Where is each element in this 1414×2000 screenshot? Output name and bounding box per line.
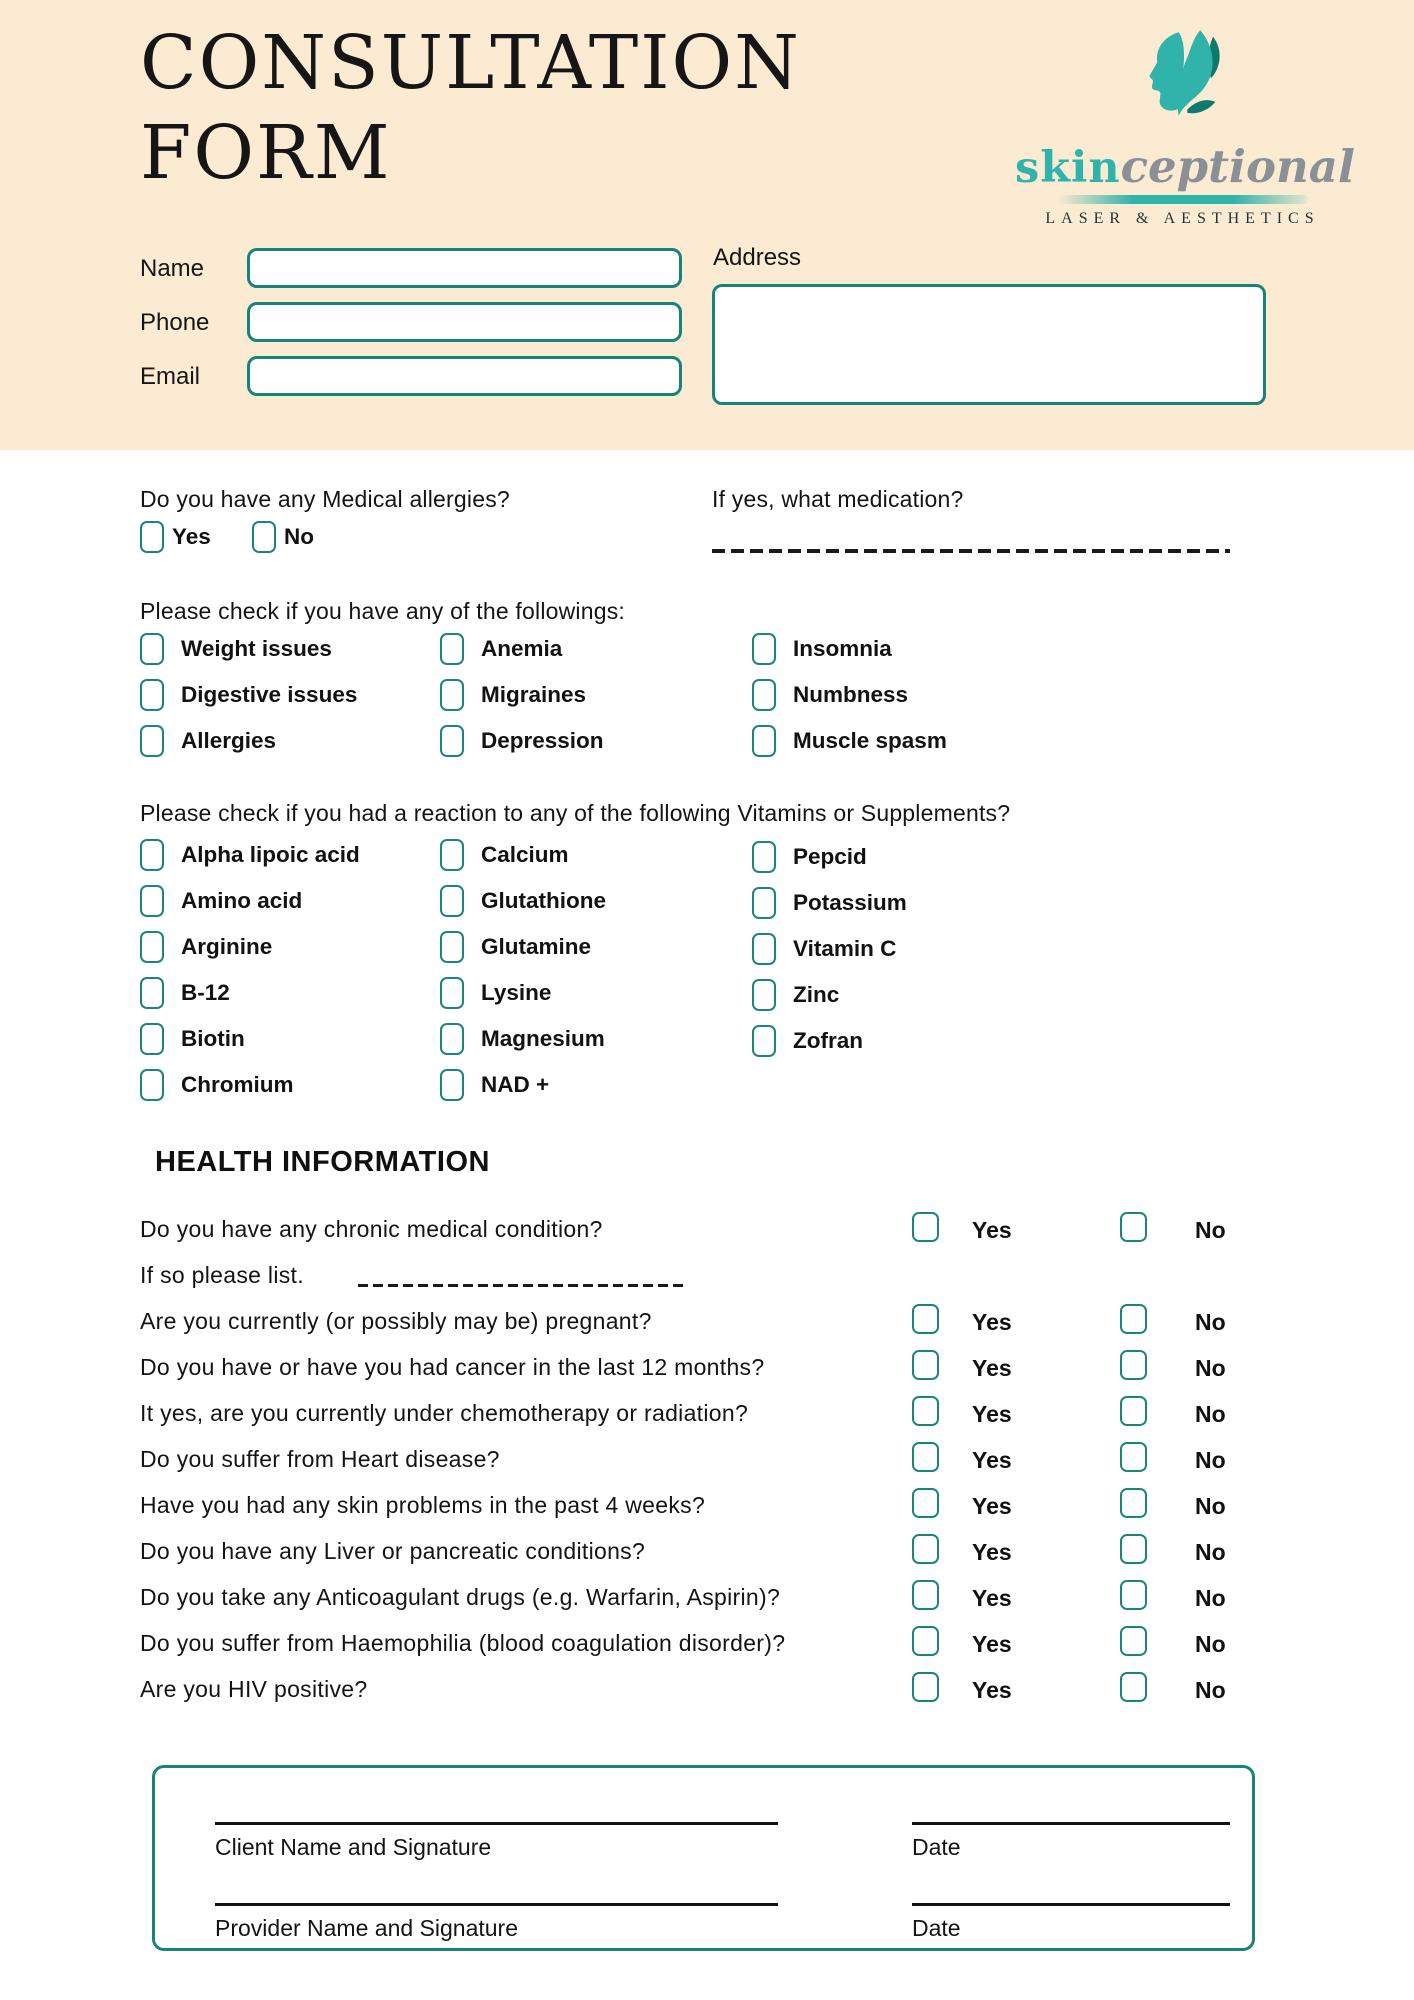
name-label: Name: [140, 255, 205, 282]
no-label: No: [1195, 1447, 1226, 1473]
client-signature-label: Client Name and Signature: [215, 1834, 492, 1860]
checkbox[interactable]: [752, 1025, 776, 1057]
condition-item[interactable]: [140, 724, 357, 758]
checkbox-label: Weight issues: [181, 636, 332, 661]
condition-item[interactable]: [140, 632, 357, 666]
no-checkbox[interactable]: [1120, 1488, 1147, 1518]
no-label: No: [1195, 1217, 1226, 1243]
health-question-row: [140, 1442, 1374, 1480]
health-question-row: [140, 1304, 1374, 1342]
brand-divider-bar: [1058, 195, 1308, 204]
checkbox[interactable]: [140, 521, 164, 553]
supplement-item[interactable]: [752, 840, 907, 874]
supplement-item[interactable]: [140, 930, 360, 964]
checkbox[interactable]: [752, 725, 776, 757]
no-checkbox[interactable]: [1120, 1626, 1147, 1656]
yes-checkbox[interactable]: [912, 1672, 939, 1702]
health-question: Have you had any skin problems in the past 4 weeks?: [140, 1492, 706, 1518]
brand-name: [1015, 140, 1355, 193]
condition-item[interactable]: [752, 678, 947, 712]
yes-checkbox[interactable]: [912, 1488, 939, 1518]
supplements-column-3: [752, 840, 907, 1058]
no-label: No: [1195, 1401, 1226, 1427]
health-question: Do you have any Liver or pancreatic conditions?: [140, 1538, 646, 1564]
health-question: Do you have any chronic medical condition?: [140, 1216, 603, 1242]
provider-date-line[interactable]: [912, 1903, 1230, 1906]
condition-item[interactable]: [140, 678, 357, 712]
supplement-item[interactable]: [140, 976, 360, 1010]
health-question-row: [140, 1626, 1374, 1664]
address-label: Address: [713, 244, 802, 271]
health-question-row: [140, 1258, 1374, 1296]
health-question: Are you currently (or possibly may be) pregnant?: [140, 1308, 652, 1334]
email-label: Email: [140, 363, 201, 390]
no-label: No: [1195, 1493, 1226, 1519]
name-input[interactable]: [247, 248, 682, 288]
checkbox-label: Calcium: [481, 842, 569, 867]
checkbox-label: Magnesium: [481, 1026, 605, 1051]
yes-label: Yes: [972, 1447, 1012, 1473]
no-checkbox[interactable]: [1120, 1672, 1147, 1702]
allergies-no-item[interactable]: [252, 520, 314, 554]
yes-checkbox[interactable]: [912, 1304, 939, 1334]
checkbox-label: Arginine: [181, 934, 273, 959]
supplement-item[interactable]: [140, 884, 360, 918]
phone-label: Phone: [140, 309, 210, 336]
client-signature-line[interactable]: [215, 1822, 778, 1825]
checkbox-label: Digestive issues: [181, 682, 358, 707]
no-label: No: [1195, 1677, 1226, 1703]
health-question-row: [140, 1534, 1374, 1572]
conditions-column-2: [440, 632, 604, 758]
checkbox[interactable]: [752, 887, 776, 919]
checkbox[interactable]: [440, 839, 464, 871]
checkbox-label: Glutathione: [481, 888, 606, 913]
checkbox[interactable]: [752, 679, 776, 711]
yes-label: Yes: [972, 1401, 1012, 1427]
medication-question: If yes, what medication?: [712, 486, 964, 512]
supplement-item[interactable]: [140, 1068, 360, 1102]
no-label: No: [1195, 1631, 1226, 1657]
condition-item[interactable]: [440, 724, 604, 758]
yes-label: Yes: [972, 1539, 1012, 1565]
supplement-item[interactable]: [752, 886, 907, 920]
checkbox[interactable]: [140, 679, 164, 711]
checkbox[interactable]: [440, 633, 464, 665]
checkbox-label: Numbness: [793, 682, 909, 707]
checkbox-label: Allergies: [181, 728, 277, 753]
checkbox-label: Biotin: [181, 1026, 245, 1051]
conditions-prompt: Please check if you have any of the followings:: [140, 598, 626, 624]
health-question-row: [140, 1672, 1374, 1710]
supplement-item[interactable]: [440, 1068, 606, 1102]
brand-name-skin: skin: [1015, 143, 1121, 193]
page-title: [140, 18, 801, 199]
checkbox-label: Vitamin C: [793, 936, 897, 961]
checkbox[interactable]: [440, 1069, 464, 1101]
no-label: No: [1195, 1539, 1226, 1565]
condition-item[interactable]: [440, 678, 604, 712]
checkbox[interactable]: [440, 725, 464, 757]
supplement-item[interactable]: [752, 1024, 907, 1058]
yes-label: Yes: [972, 1309, 1012, 1335]
checkbox-label: B-12: [181, 980, 230, 1005]
checkbox[interactable]: [140, 977, 164, 1009]
no-label: No: [1195, 1309, 1226, 1335]
yes-label: Yes: [972, 1677, 1012, 1703]
yes-checkbox[interactable]: [912, 1212, 939, 1242]
checkbox-label: Glutamine: [481, 934, 592, 959]
checkbox-label: Migraines: [481, 682, 587, 707]
yes-label: Yes: [972, 1585, 1012, 1611]
yes-label: Yes: [972, 1493, 1012, 1519]
supplement-item[interactable]: [140, 838, 360, 872]
checkbox[interactable]: [752, 933, 776, 965]
checkbox[interactable]: [140, 931, 164, 963]
health-question: If so please list.: [140, 1262, 304, 1288]
checkbox-label: Lysine: [481, 980, 552, 1005]
no-checkbox[interactable]: [1120, 1534, 1147, 1564]
checkbox-label: Yes: [172, 524, 211, 549]
supplement-item[interactable]: [440, 838, 606, 872]
checkbox[interactable]: [440, 679, 464, 711]
checkbox[interactable]: [140, 1069, 164, 1101]
yes-checkbox[interactable]: [912, 1534, 939, 1564]
health-question-row: [140, 1350, 1374, 1388]
please-list-answer-line[interactable]: [358, 1284, 688, 1287]
checkbox[interactable]: [752, 633, 776, 665]
supplement-item[interactable]: [752, 978, 907, 1012]
no-checkbox[interactable]: [1120, 1212, 1147, 1242]
yes-label: Yes: [972, 1355, 1012, 1381]
checkbox[interactable]: [140, 633, 164, 665]
checkbox[interactable]: [140, 1023, 164, 1055]
no-label: No: [1195, 1355, 1226, 1381]
checkbox-label: Depression: [481, 728, 604, 753]
header-band: [0, 0, 1414, 450]
supplements-column-1: [140, 838, 360, 1102]
supplements-column-2: [440, 838, 606, 1102]
no-checkbox[interactable]: [1120, 1580, 1147, 1610]
no-checkbox[interactable]: [1120, 1350, 1147, 1380]
face-leaf-logo-icon: [1103, 28, 1263, 146]
no-checkbox[interactable]: [1120, 1304, 1147, 1334]
yes-checkbox[interactable]: [912, 1626, 939, 1656]
health-question: Do you suffer from Heart disease?: [140, 1446, 500, 1472]
checkbox[interactable]: [140, 725, 164, 757]
health-question: Do you suffer from Haemophilia (blood coagulation disorder)?: [140, 1630, 786, 1656]
checkbox-label: Amino acid: [181, 888, 303, 913]
checkbox-label: Anemia: [481, 636, 563, 661]
supplement-item[interactable]: [440, 930, 606, 964]
page-title-line2: FORM: [140, 110, 392, 197]
no-checkbox[interactable]: [1120, 1442, 1147, 1472]
no-label: No: [1195, 1585, 1226, 1611]
checkbox-label: No: [284, 524, 314, 549]
provider-date-label: Date: [912, 1915, 961, 1941]
supplement-item[interactable]: [440, 1022, 606, 1056]
checkbox-label: Insomnia: [793, 636, 892, 661]
address-textarea[interactable]: [712, 284, 1266, 405]
no-checkbox[interactable]: [1120, 1396, 1147, 1426]
medication-answer-line[interactable]: [712, 549, 1230, 553]
checkbox-label: Zofran: [793, 1028, 863, 1053]
checkbox-label: Alpha lipoic acid: [181, 842, 360, 867]
health-question-row: [140, 1580, 1374, 1618]
health-question: Do you have or have you had cancer in the last 12 months?: [140, 1354, 765, 1380]
checkbox-label: Chromium: [181, 1072, 294, 1097]
conditions-column-1: [140, 632, 357, 758]
client-date-label: Date: [912, 1834, 961, 1860]
checkbox[interactable]: [252, 521, 276, 553]
checkbox-label: Zinc: [793, 982, 840, 1007]
health-question-row: [140, 1488, 1374, 1526]
checkbox-label: NAD +: [481, 1072, 550, 1097]
checkbox-label: Potassium: [793, 890, 907, 915]
health-question: Are you HIV positive?: [140, 1676, 368, 1702]
allergies-question: Do you have any Medical allergies?: [140, 486, 510, 512]
checkbox[interactable]: [140, 885, 164, 917]
condition-item[interactable]: [752, 724, 947, 758]
yes-label: Yes: [972, 1631, 1012, 1657]
supplement-item[interactable]: [752, 932, 907, 966]
checkbox[interactable]: [752, 841, 776, 873]
provider-signature-label: Provider Name and Signature: [215, 1915, 518, 1941]
checkbox[interactable]: [440, 1023, 464, 1055]
yes-checkbox[interactable]: [912, 1396, 939, 1426]
checkbox[interactable]: [752, 979, 776, 1011]
checkbox[interactable]: [440, 977, 464, 1009]
conditions-column-3: [752, 632, 947, 758]
health-question-row: [140, 1396, 1374, 1434]
brand-name-ceptional: ceptional: [1120, 140, 1355, 193]
health-question: Do you take any Anticoagulant drugs (e.g. Warfarin, Aspirin)?: [140, 1584, 781, 1610]
health-information-heading: HEALTH INFORMATION: [155, 1146, 490, 1178]
yes-checkbox[interactable]: [912, 1350, 939, 1380]
page-title-line1: CONSULTATION: [140, 20, 801, 106]
condition-item[interactable]: [752, 632, 947, 666]
yes-label: Yes: [972, 1217, 1012, 1243]
supplements-prompt: Please check if you had a reaction to any of the following Vitamins or Supplements?: [140, 800, 1011, 826]
checkbox[interactable]: [140, 839, 164, 871]
allergies-yes-item[interactable]: [140, 520, 211, 554]
condition-item[interactable]: [440, 632, 604, 666]
phone-input[interactable]: [247, 302, 682, 342]
brand-logo: [1015, 28, 1355, 228]
checkbox-label: Pepcid: [793, 844, 867, 869]
provider-signature-line[interactable]: [215, 1903, 778, 1906]
client-date-line[interactable]: [912, 1822, 1230, 1825]
checkbox-label: Muscle spasm: [793, 728, 947, 753]
health-question: It yes, are you currently under chemotherapy or radiation?: [140, 1400, 749, 1426]
supplement-item[interactable]: [440, 884, 606, 918]
yes-checkbox[interactable]: [912, 1580, 939, 1610]
yes-checkbox[interactable]: [912, 1442, 939, 1472]
checkbox[interactable]: [440, 885, 464, 917]
email-input[interactable]: [247, 356, 682, 396]
brand-tagline: LASER & AESTHETICS: [1045, 210, 1320, 227]
supplement-item[interactable]: [440, 976, 606, 1010]
checkbox[interactable]: [440, 931, 464, 963]
supplement-item[interactable]: [140, 1022, 360, 1056]
health-question-row: [140, 1212, 1374, 1250]
